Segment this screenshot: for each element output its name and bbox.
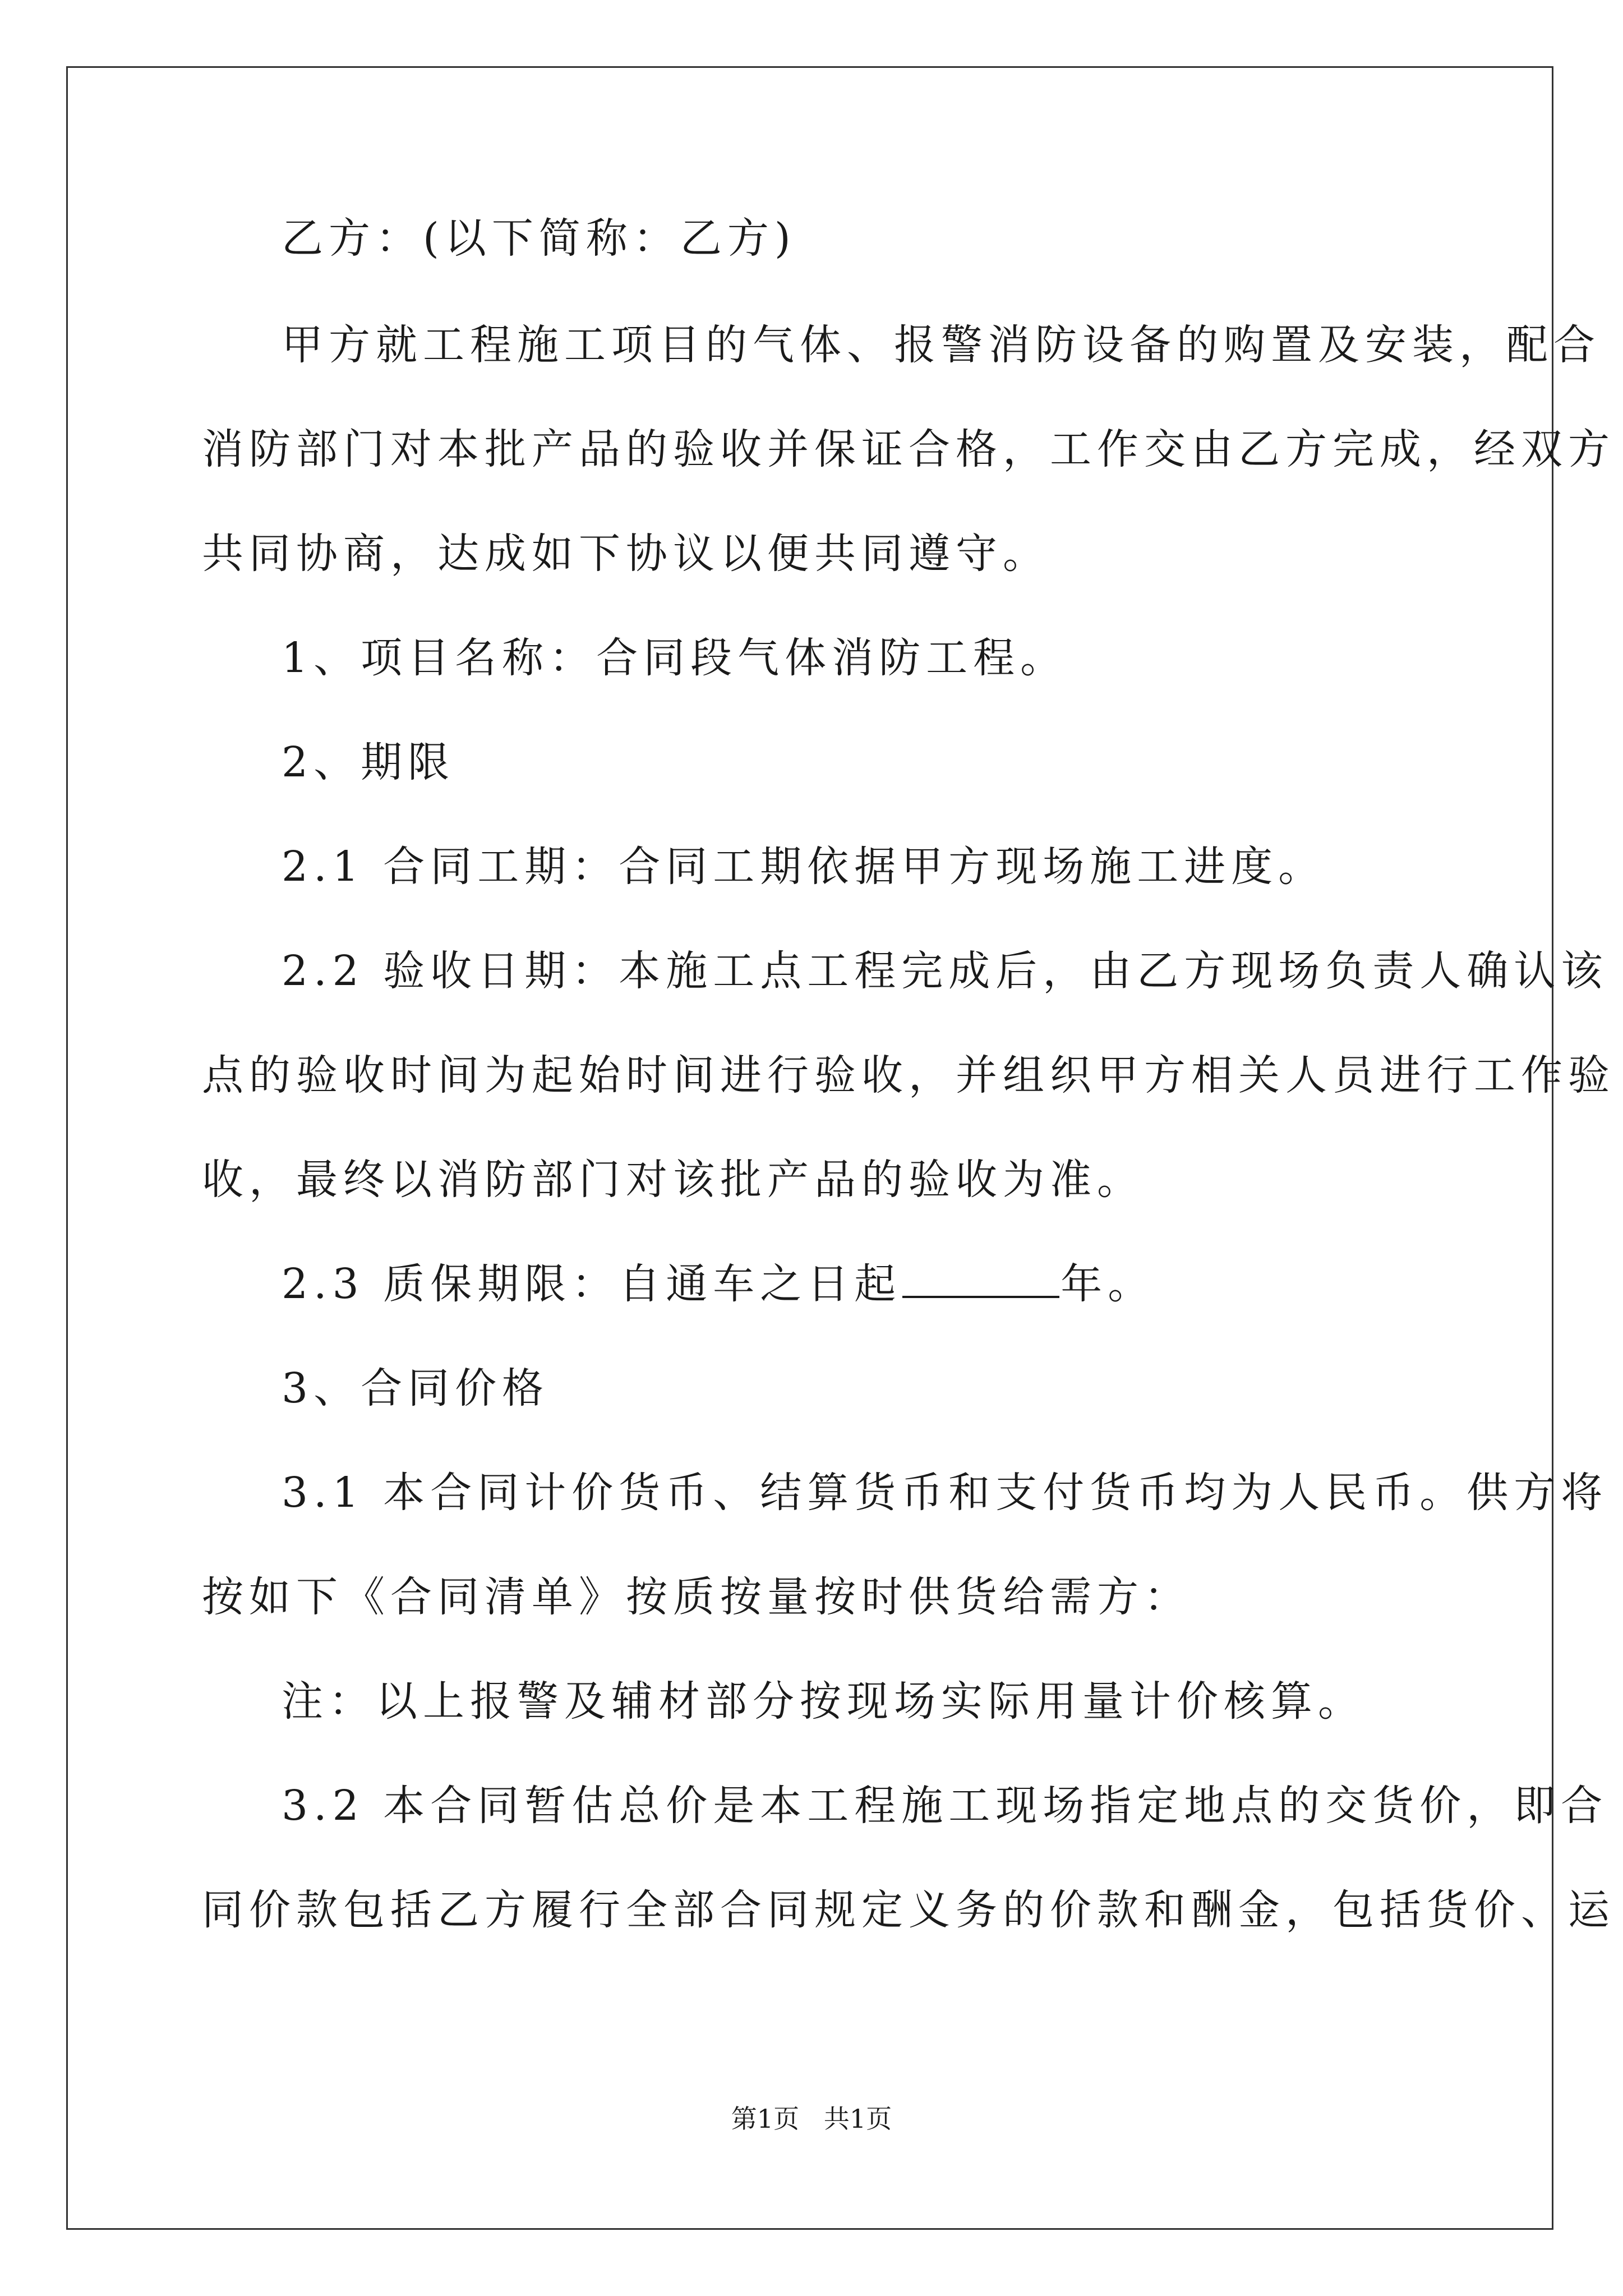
item-contract-period: 2.1 合同工期：合同工期依据甲方现场施工进度。 — [282, 843, 1326, 891]
paragraph-intro-line-3: 共同协商，达成如下协议以便共同遵守。 — [202, 530, 1050, 578]
item-acceptance-line-2: 点的验收时间为起始时间进行验收，并组织甲方相关人员进行工作验 — [202, 1051, 1615, 1099]
section-term-heading: 2、期限 — [282, 738, 455, 786]
item-acceptance-line-1: 2.2 验收日期：本施工点工程完成后，由乙方现场负责人确认该 — [282, 947, 1608, 995]
paragraph-intro-line-2: 消防部门对本批产品的验收并保证合格，工作交由乙方完成，经双方 — [202, 425, 1615, 473]
item-project-name: 1、项目名称：合同段气体消防工程。 — [282, 634, 1068, 682]
section-price-heading: 3、合同价格 — [282, 1364, 550, 1412]
item-warranty-period — [282, 1259, 1155, 1309]
item-currency-line-2: 按如下《合同清单》按质按量按时供货给需方： — [202, 1573, 1191, 1621]
item-acceptance-line-3: 收，最终以消防部门对该批产品的验收为准。 — [202, 1156, 1144, 1204]
paragraph-intro-line-1: 甲方就工程施工项目的气体、报警消防设备的购置及安装，配合 — [282, 321, 1601, 369]
item-total-price-line-1: 3.2 本合同暂估总价是本工程施工现场指定地点的交货价，即合 — [282, 1782, 1608, 1830]
item-total-price-line-2: 同价款包括乙方履行全部合同规定义务的价款和酬金，包括货价、运 — [202, 1886, 1615, 1934]
note-line: 注：以上报警及辅材部分按现场实际用量计价核算。 — [282, 1677, 1365, 1726]
warranty-text: 2.3 质保期限：自通车之日起 — [282, 1260, 902, 1308]
item-currency-line-1: 3.1 本合同计价货币、结算货币和支付货币均为人民币。供方将 — [282, 1469, 1608, 1517]
page-number-footer: 第1页 共1页 — [731, 2104, 892, 2134]
party-b-line: 乙方：(以下简称：乙方) — [282, 214, 796, 263]
warranty-blank-field — [902, 1292, 1059, 1298]
warranty-unit: 年。 — [1061, 1260, 1155, 1308]
